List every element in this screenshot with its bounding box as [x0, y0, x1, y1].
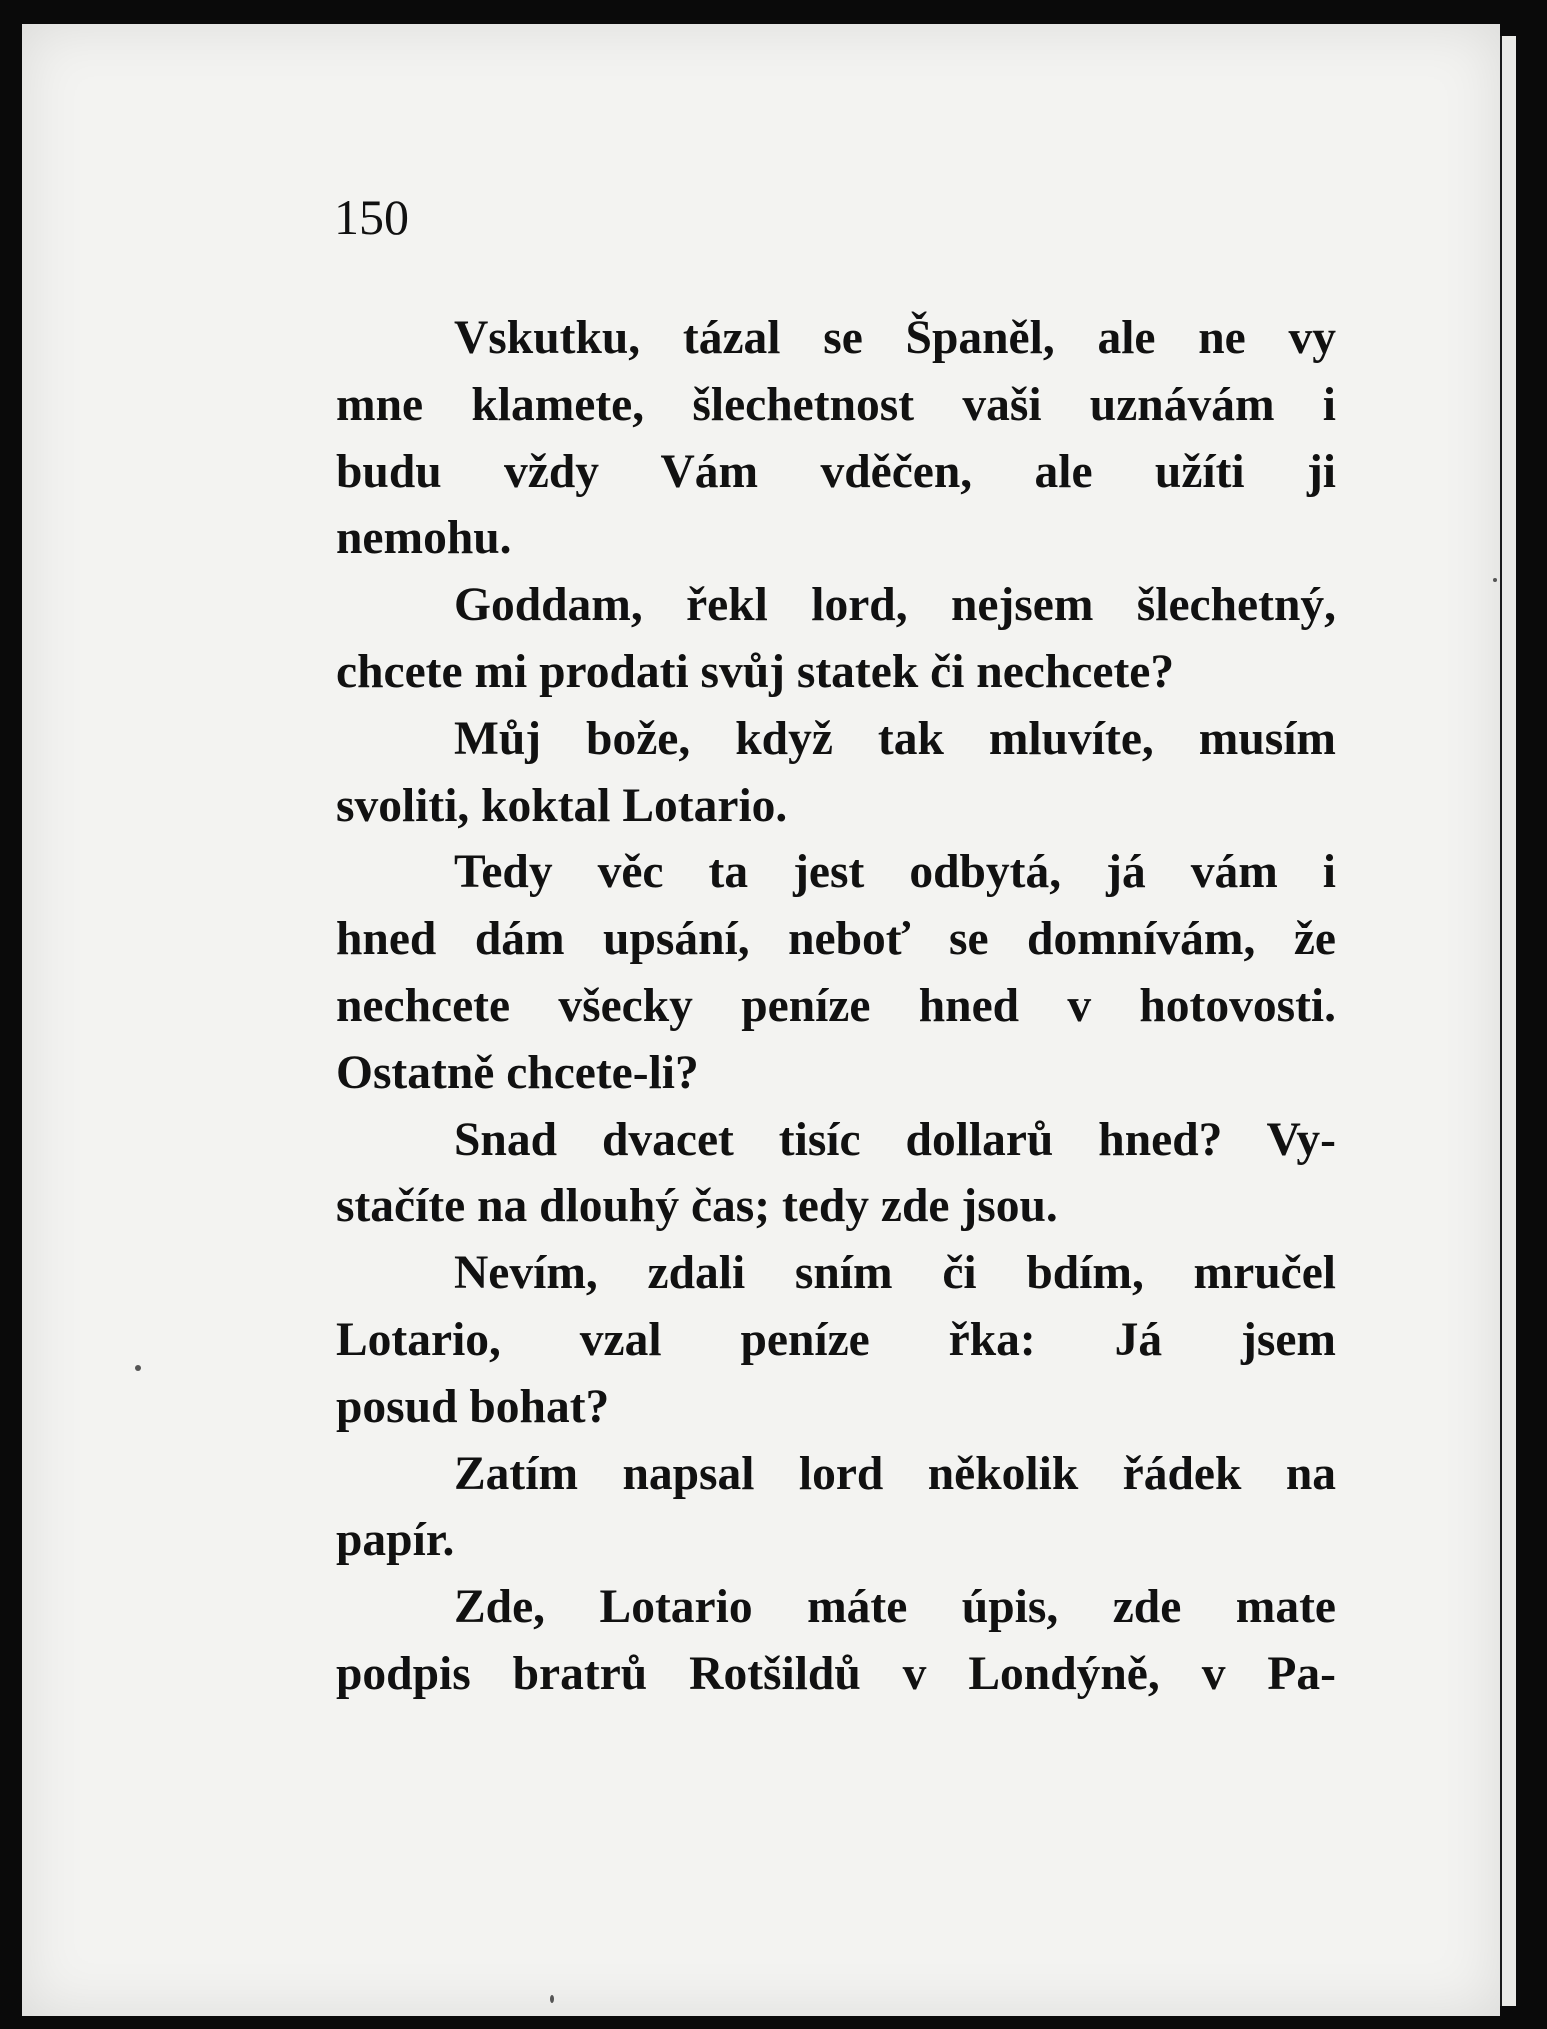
text-line: Zatím napsal lord několik řádek na: [454, 1447, 1336, 1500]
text-line: Snad dvacet tisíc dollarů hned? Vy-: [454, 1113, 1336, 1166]
text-line: Můj bože, když tak mluvíte, musím: [454, 712, 1336, 765]
text-line: svoliti, koktal Lotario.: [336, 779, 788, 832]
text-line: budu vždy Vám vděčen, ale užíti ji: [336, 445, 1336, 498]
text-line: stačíte na dlouhý čas; tedy zde jsou.: [336, 1180, 1058, 1233]
scan-speck: [550, 1995, 554, 2003]
page-number: 150: [334, 189, 409, 245]
text-line: Nevím, zdali sním či bdím, mručel: [454, 1247, 1336, 1300]
text-line: Vskutku, tázal se Španěl, ale ne vy: [454, 312, 1336, 364]
body-text: [336, 305, 1336, 1708]
text-line: papír.: [336, 1514, 455, 1567]
text-line: chcete mi prodati svůj statek či nechcete?: [336, 645, 1175, 698]
text-line: Lotario, vzal peníze řka: Já jsem: [336, 1313, 1336, 1366]
text-line: podpis bratrů Rotšildů v Londýně, v Pa-: [336, 1647, 1336, 1700]
text-line: Ostatně chcete-li?: [336, 1046, 699, 1099]
text-line: posud bohat?: [336, 1380, 610, 1433]
text-line: Goddam, řekl lord, nejsem šlechetný,: [454, 579, 1336, 632]
scan-speck: [1493, 578, 1497, 582]
text-line: Zde, Lotario máte úpis, zde mate: [454, 1581, 1336, 1634]
page-edge: [1500, 36, 1516, 2006]
text-line: hned dám upsání, neboť se domnívám, že: [336, 913, 1336, 966]
scan-speck: [135, 1365, 141, 1371]
text-line: Tedy věc ta jest odbytá, já vám i: [454, 846, 1336, 899]
text-line: mne klamete, šlechetnost vaši uznávám i: [336, 378, 1336, 431]
text-line: nemohu.: [336, 512, 512, 565]
text-line: nechcete všecky peníze hned v hotovosti.: [336, 979, 1336, 1032]
